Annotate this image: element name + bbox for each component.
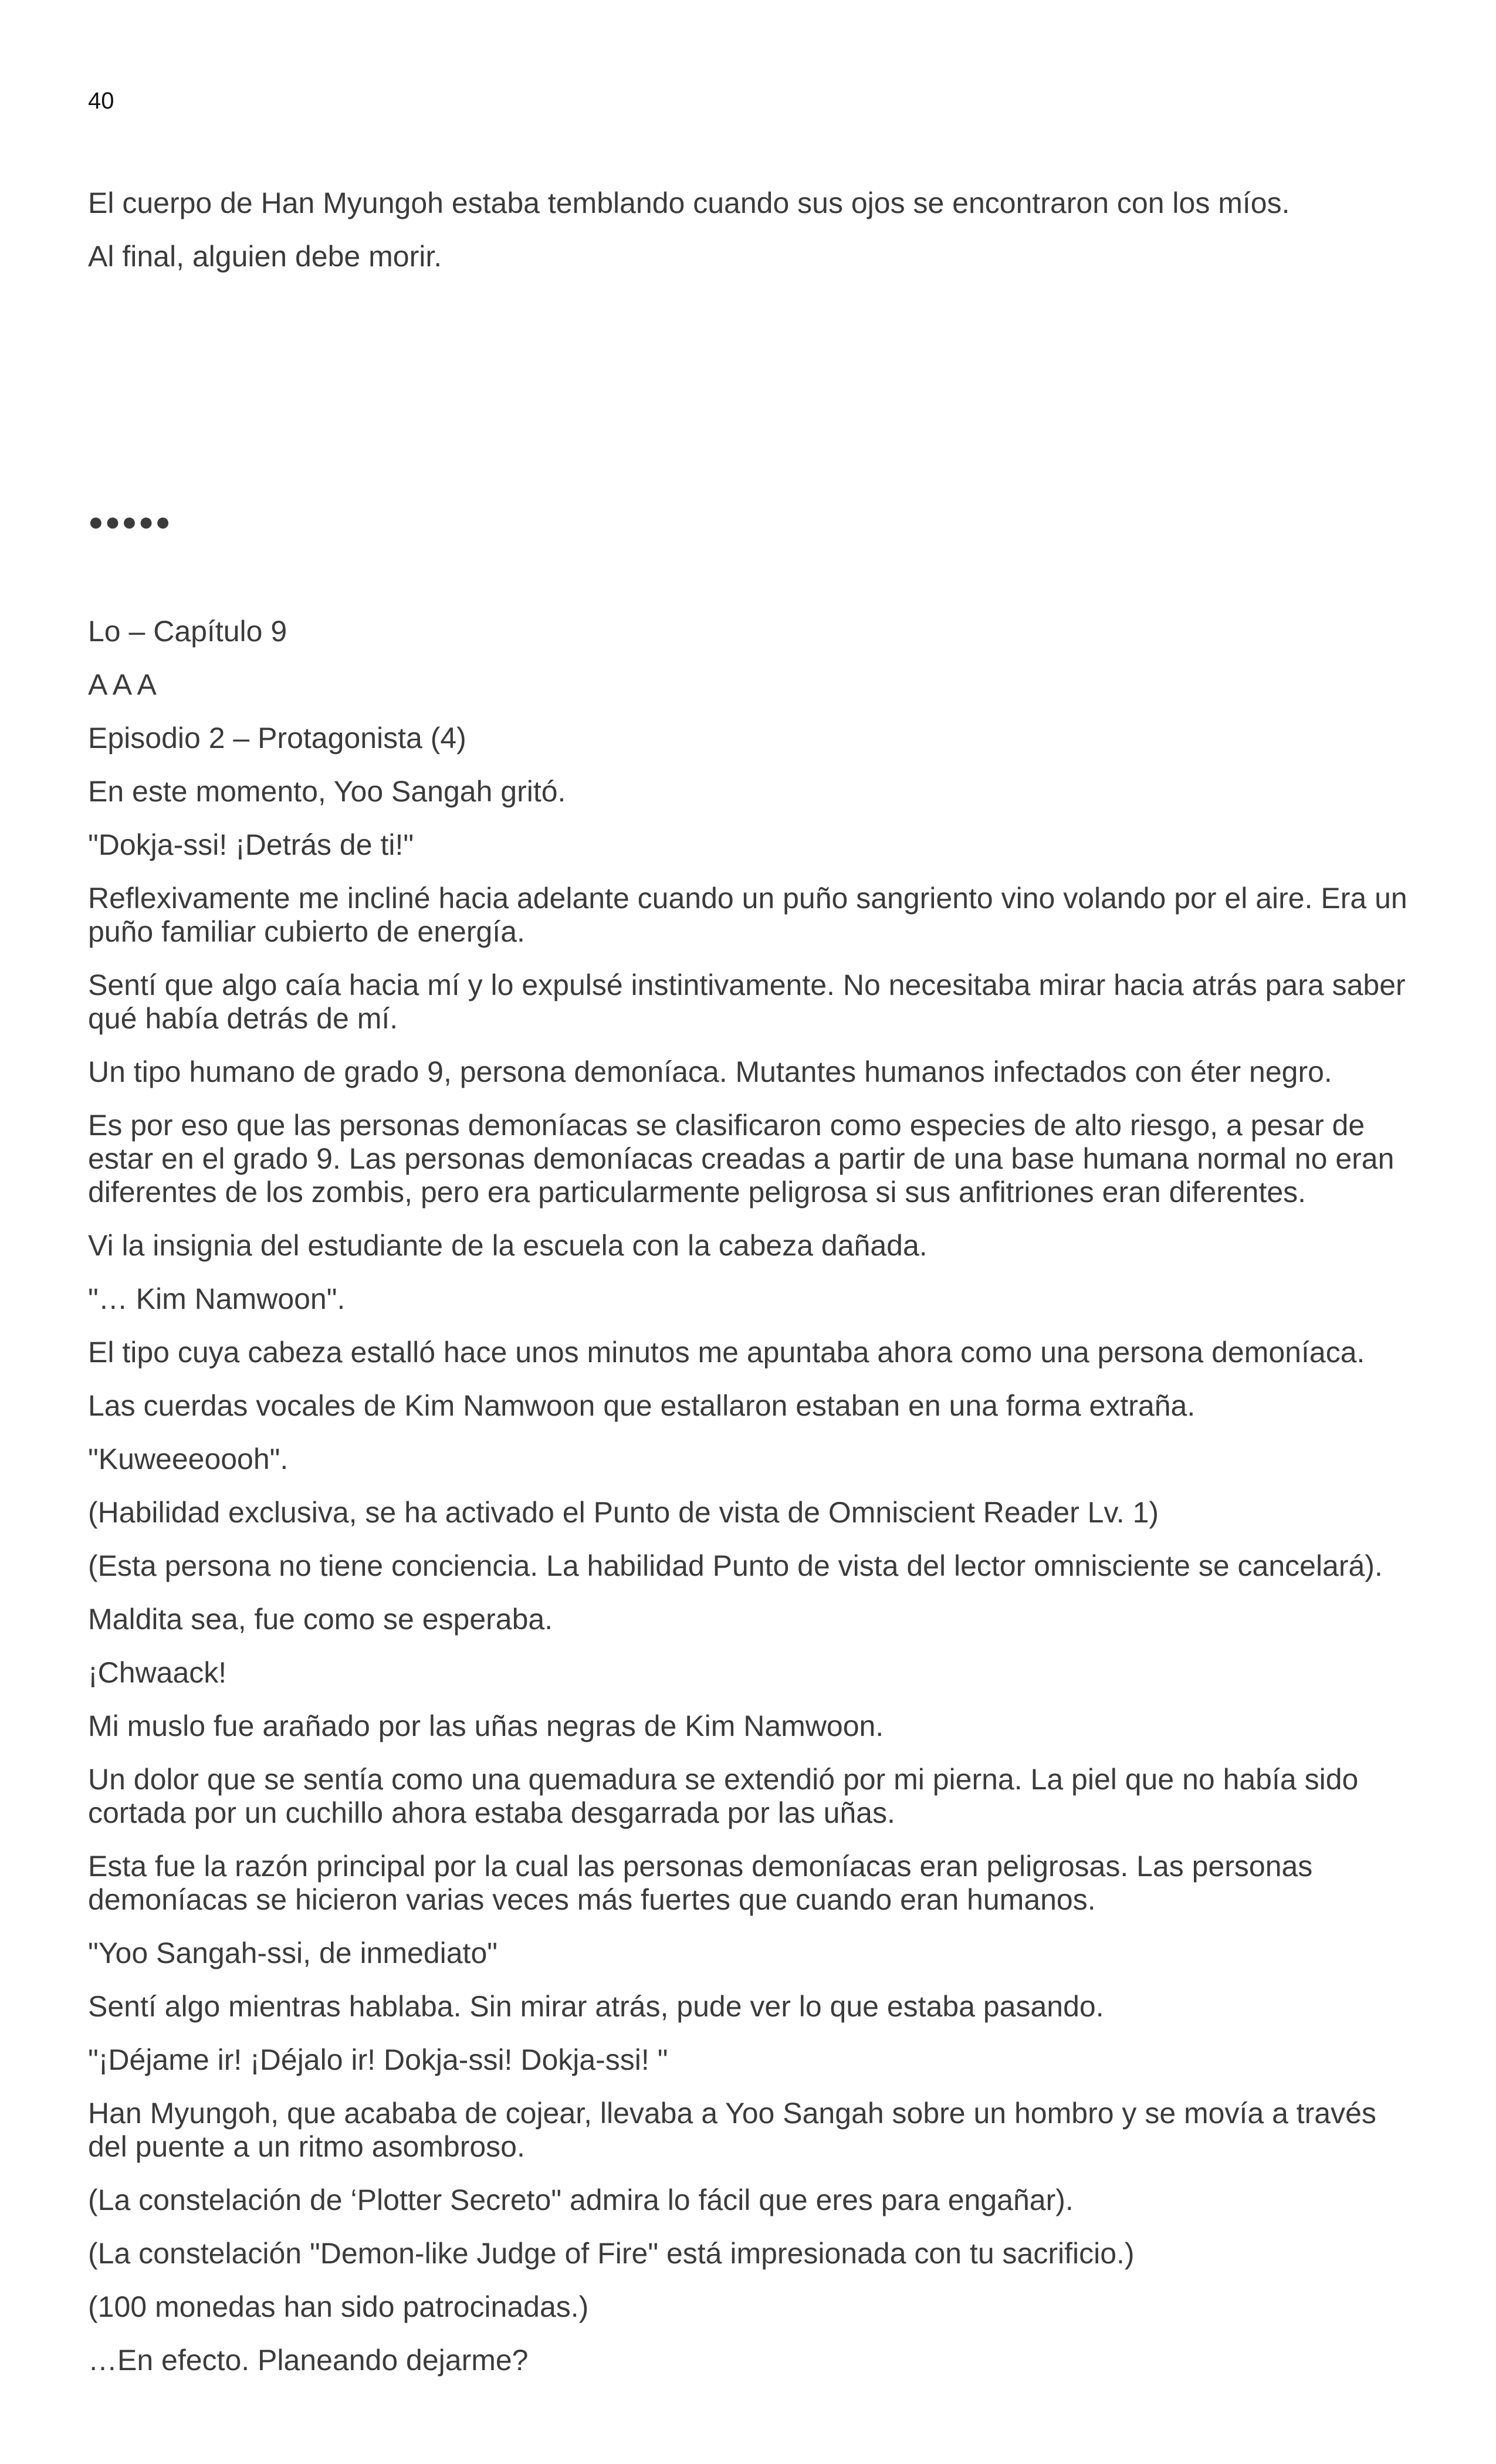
paragraph: "Dokja-ssi! ¡Detrás de ti!" [88,828,414,861]
paragraph: El tipo cuya cabeza estalló hace unos minutos me apuntaba ahora como una persona demoníaca. [88,1336,1365,1369]
system-message: (La constelación "Demon-like Judge of Fire" está impresionada con tu sacrificio.) [88,2237,1135,2270]
paragraph: "… Kim Namwoon". [88,1282,346,1315]
paragraph: Al final, alguien debe morir. [88,240,442,273]
paragraph: Es por eso que las personas demoníacas se clasificaron como especies de alto riesgo, a pesar de estar en el grado 9. Las personas demoníacas creadas a partir de una base humana normal no eran diferentes de los zombis, pero era particularmente peligrosa si sus anfitriones eran diferentes. [88,1109,1395,1209]
paragraph: Sentí algo mientras hablaba. Sin mirar atrás, pude ver lo que estaba pasando. [88,1990,1104,2023]
paragraph: Un tipo humano de grado 9, persona demoníaca. Mutantes humanos infectados con éter negro. [88,1055,1332,1088]
section-separator: ●●●●● [88,507,172,536]
paragraph: "Kuweeeoooh". [88,1443,289,1475]
system-message: (Habilidad exclusiva, se ha activado el Punto de vista de Omniscient Reader Lv. 1) [88,1496,1159,1529]
system-message: (La constelación de ‘Plotter Secreto" admira lo fácil que eres para engañar). [88,2184,1074,2216]
paragraph: Las cuerdas vocales de Kim Namwoon que estallaron estaban en una forma extraña. [88,1389,1196,1422]
episode-title: Episodio 2 – Protagonista (4) [88,722,466,754]
paragraph: Han Myungoh, que acababa de cojear, llevaba a Yoo Sangah sobre un hombro y se movía a través del puente a un ritmo asombroso. [88,2097,1376,2163]
chapter-heading: Lo – Capítulo 9 [88,615,287,648]
paragraph: El cuerpo de Han Myungoh estaba temblando cuando sus ojos se encontraron con los míos. [88,187,1290,219]
paragraph: …En efecto. Planeando dejarme? [88,2344,529,2377]
paragraph: Reflexivamente me incliné hacia adelante cuando un puño sangriento vino volando por el aire. Era un puño familiar cubierto de energía. [88,882,1407,948]
paragraph: Esta fue la razón principal por la cual las personas demoníacas eran peligrosas. Las personas demoníacas se hicieron varias veces más fuertes que cuando eran humanos. [88,1850,1313,1916]
paragraph: Maldita sea, fue como se esperaba. [88,1603,553,1636]
chapter-section [88,615,1414,2397]
page-number: 40 [88,88,114,114]
paragraph: "Yoo Sangah-ssi, de inmediato" [88,1937,497,1969]
system-message: (100 monedas han sido patrocinadas.) [88,2290,589,2323]
system-message: (Esta persona no tiene conciencia. La habilidad Punto de vista del lector omnisciente se cancelará). [88,1549,1383,1582]
font-size-controls: A A A [88,668,157,701]
paragraph: Un dolor que se sentía como una quemadura se extendió por mi pierna. La piel que no había sido cortada por un cuchillo ahora estaba desgarrada por las uñas. [88,1763,1359,1829]
paragraph: Vi la insignia del estudiante de la escuela con la cabeza dañada. [88,1229,928,1262]
paragraph: "¡Déjame ir! ¡Déjalo ir! Dokja-ssi! Dokja-ssi! " [88,2043,668,2076]
paragraph: ¡Chwaack! [88,1656,227,1689]
paragraph: Mi muslo fue arañado por las uñas negras de Kim Namwoon. [88,1710,884,1742]
paragraph: Sentí que algo caía hacia mí y lo expulsé instintivamente. No necesitaba mirar hacia atrás para saber qué había detrás de mí. [88,969,1406,1035]
intro-section [88,187,1414,293]
paragraph: En este momento, Yoo Sangah gritó. [88,775,566,808]
